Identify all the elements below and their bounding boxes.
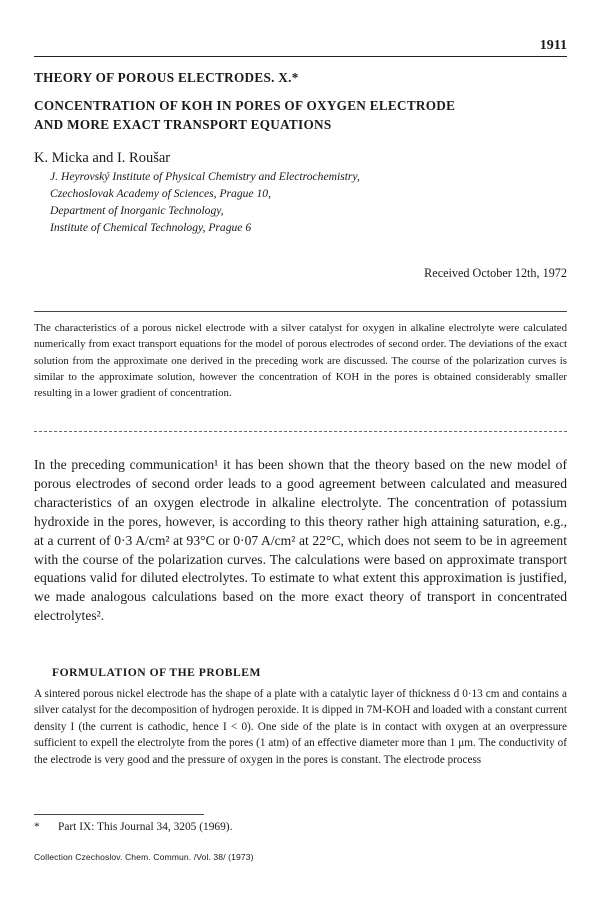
abstract-top-rule	[34, 311, 567, 312]
journal-citation: Collection Czechoslov. Chem. Commun. /Vol. 38/ (1973)	[34, 852, 254, 862]
abstract-bottom-rule	[34, 431, 567, 432]
header-rule	[34, 56, 567, 57]
intro-paragraph: In the preceding communication¹ it has been shown that the theory based on the new model of porous electrodes of second order leads to a good agreement between calculated and measured characteristics of an oxygen electrode in alkaline electrolyte. The concentration of potassium hydroxide in the pores, however, is according to this theory rather high attaining saturation, e.g., at a current of 0·3 A/cm² at 93°C or 0·07 A/cm² at 22°C, which does not seem to be in agreement with the course of the polarization curves. The calculations were based on approximate transport equations valid for diluted electrolytes. To estimate to what extent this approximation is justified, we made analogous calculations based on the more exact theory of transport in concentrated electrolytes².	[34, 457, 567, 624]
section-heading: FORMULATION OF THE PROBLEM	[52, 666, 261, 679]
section-paragraph: A sintered porous nickel electrode has the shape of a plate with a catalytic layer of thickness d 0·13 cm and contains a silver catalyst for the decomposition of hydrogen peroxide. It is dipped in 7M-KOH and loaded with a constant current density I (the current is cathodic, hence I < 0). One side of the plate is in contact with oxygen at an overpressure sufficient to expell the electrolyte from the pores (1 atm) of an effective diameter more than 1 μm. The conductivity of the electrode is very good and the pressure of oxygen in the pores is constant. The electrode process	[34, 688, 567, 766]
affiliation-line: Institute of Chemical Technology, Prague 6	[50, 221, 252, 234]
footnote-text: Part IX: This Journal 34, 3205 (1969).	[58, 821, 233, 833]
received-date: Received October 12th, 1972	[424, 266, 567, 280]
affiliation-line: J. Heyrovský Institute of Physical Chemistry and Electrochemistry,	[50, 170, 360, 183]
affiliations	[50, 168, 360, 236]
journal-page	[34, 0, 567, 907]
affiliation-line: Department of Inorganic Technology,	[50, 204, 224, 217]
affiliation-line: Czechoslovak Academy of Sciences, Prague 10,	[50, 187, 271, 200]
subtitle-line: CONCENTRATION OF KOH IN PORES OF OXYGEN ELECTRODE	[34, 98, 456, 113]
authors: K. Micka and I. Roušar	[34, 150, 171, 166]
subtitle-line: AND MORE EXACT TRANSPORT EQUATIONS	[34, 117, 332, 132]
article-subtitle	[34, 96, 567, 134]
abstract-text: The characteristics of a porous nickel electrode with a silver catalyst for oxygen in alkaline electrolyte were calculated numerically from exact transport equations for the model of porous electrodes of second order. The deviations of the exact solution from the approximate one derived in the preceding work are discussed. The course of the polarization curves is similar to the approximate solution, however the concentration of KOH in the pores is obtained considerably smaller resulting in a lower gradient of concentration.	[34, 322, 567, 400]
page-number: 1911	[539, 38, 567, 53]
footnote-rule	[34, 814, 204, 815]
article-title: THEORY OF POROUS ELECTRODES. X.*	[34, 70, 299, 85]
footnote-mark: *	[34, 821, 40, 833]
footnote	[34, 821, 232, 833]
